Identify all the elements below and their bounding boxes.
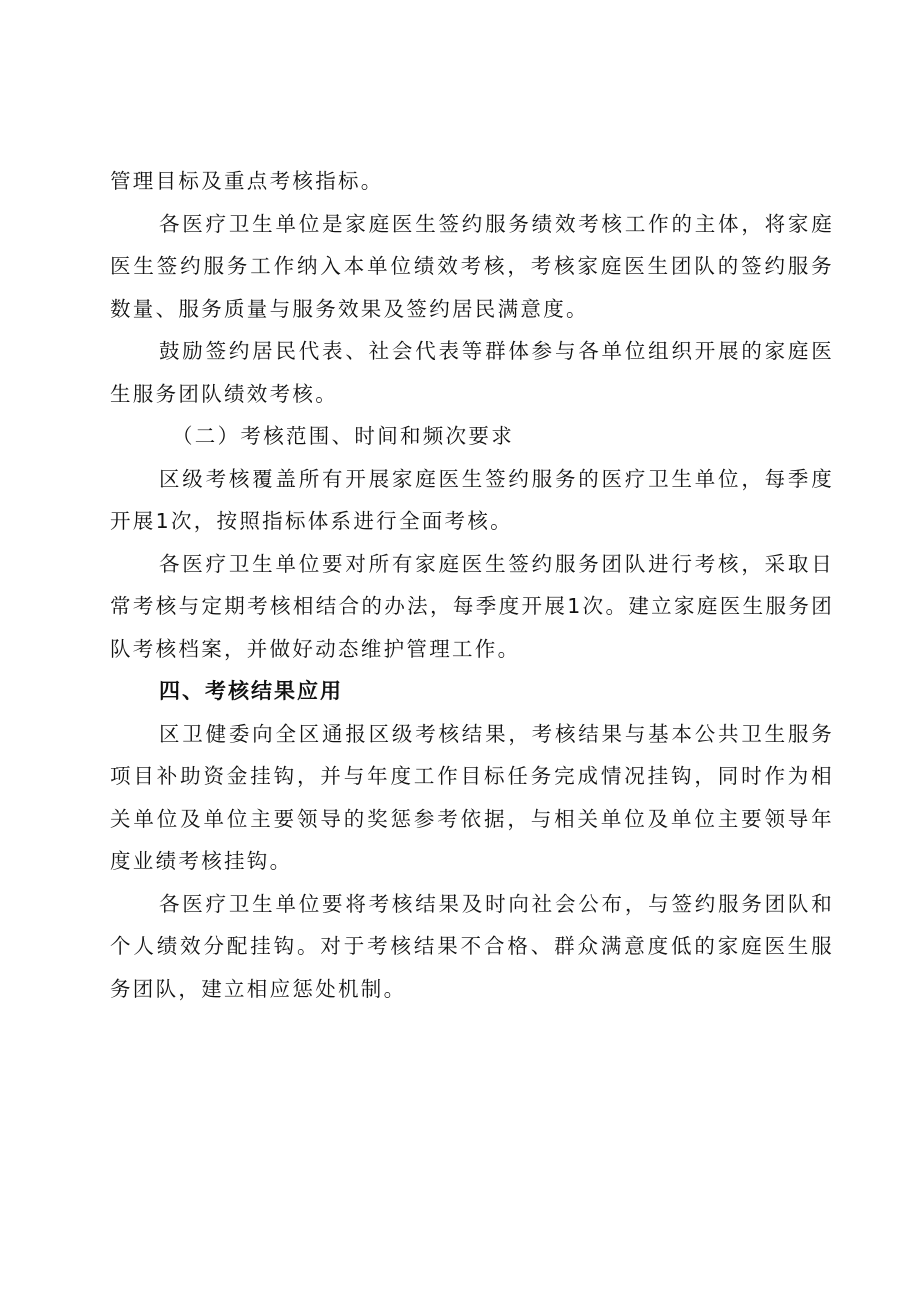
paragraph-district-assessment: 区级考核覆盖所有开展家庭医生签约服务的医疗卫生单位，每季度开展1次，按照指标体系进行全面考核。 [110, 466, 834, 533]
paragraph-encourage-participation: 鼓励签约居民代表、社会代表等群体参与各单位组织开展的家庭医生服务团队绩效考核。 [110, 339, 834, 406]
section-heading-results-application: 四、考核结果应用 [159, 679, 343, 703]
paragraph-subject-of-assessment: 各医疗卫生单位是家庭医生签约服务绩效考核工作的主体，将家庭医生签约服务工作纳入本单位绩效考核，考核家庭医生团队的签约服务数量、服务质量与服务效果及签约居民满意度。 [110, 211, 834, 321]
paragraph-unit-assessment: 各医疗卫生单位要对所有家庭医生签约服务团队进行考核，采取日常考核与定期考核相结合的办法，每季度开展1次。建立家庭医生服务团队考核档案，并做好动态维护管理工作。 [110, 551, 834, 661]
document-body [110, 160, 834, 1010]
paragraph-results-publication: 各医疗卫生单位要将考核结果及时向社会公布，与签约服务团队和个人绩效分配挂钩。对于考核结果不合格、群众满意度低的家庭医生服务团队，建立相应惩处机制。 [110, 891, 834, 1001]
paragraph-results-notification: 区卫健委向全区通报区级考核结果，考核结果与基本公共卫生服务项目补助资金挂钩，并与年度工作目标任务完成情况挂钩，同时作为相关单位及单位主要领导的奖惩参考依据，与相关单位及单位主要领导年度业绩考核挂钩。 [110, 721, 834, 873]
paragraph-continuation: 管理目标及重点考核指标。 [110, 169, 384, 193]
subheading-scope-time-frequency: （二）考核范围、时间和频次要求 [172, 424, 514, 448]
